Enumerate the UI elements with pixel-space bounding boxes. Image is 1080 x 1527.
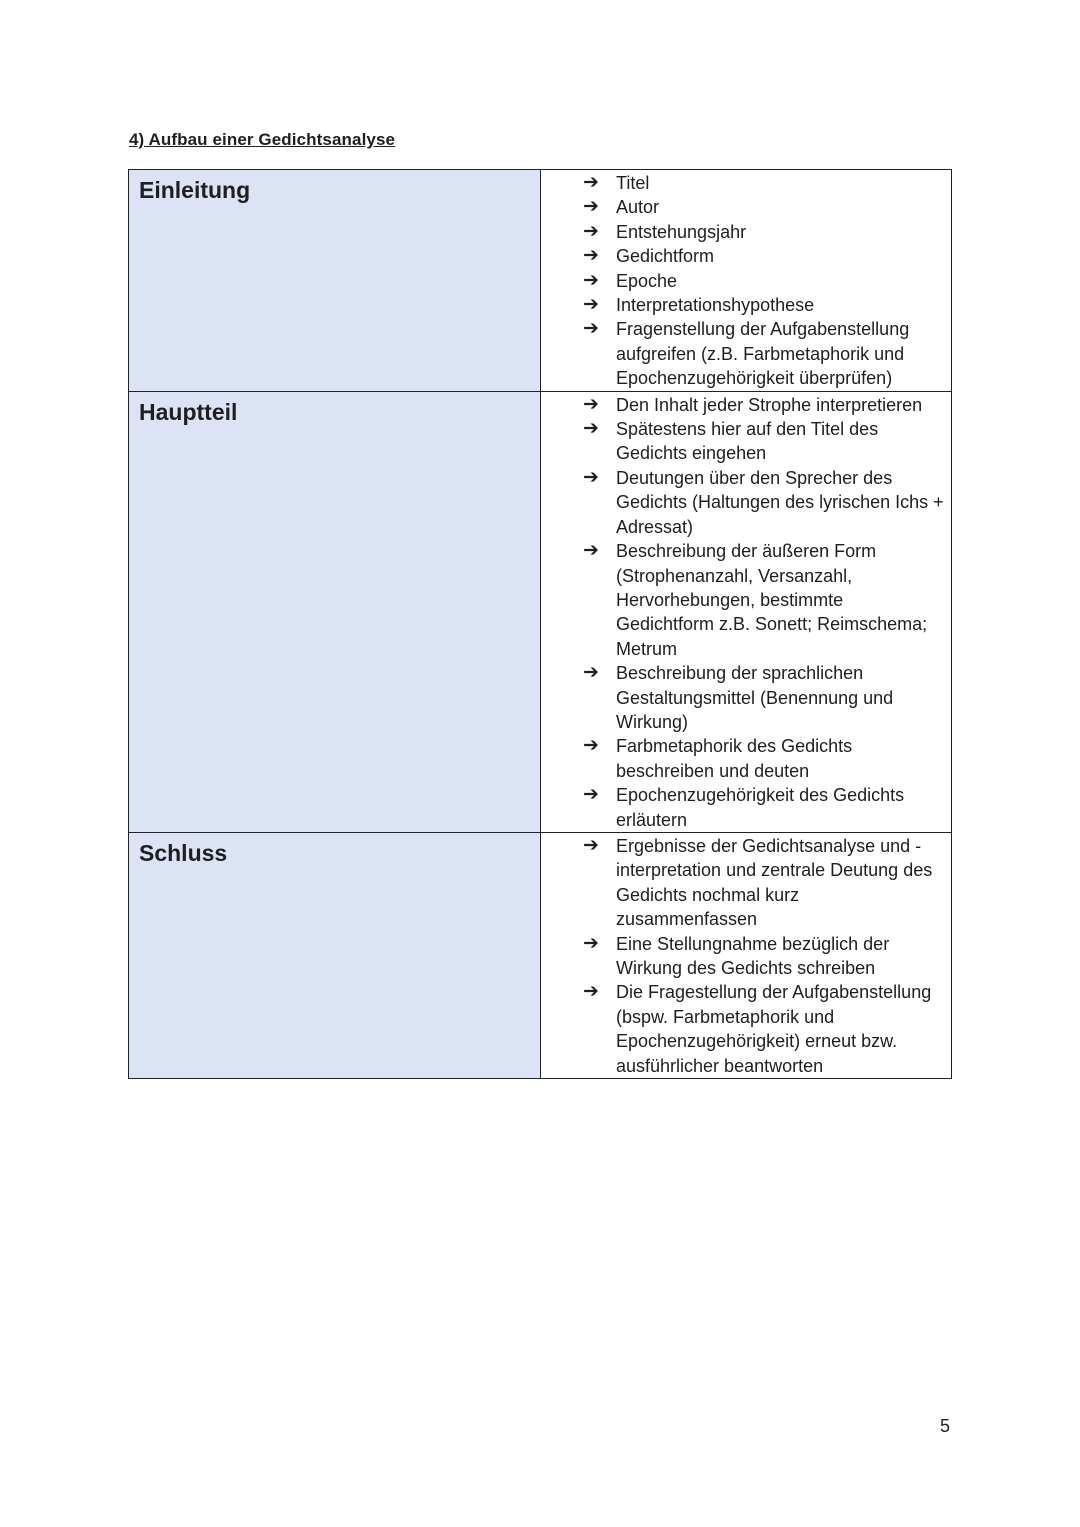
list-item: ➔ Epoche — [583, 269, 945, 293]
points-cell-schluss — [541, 832, 952, 1078]
arrow-right-icon: ➔ — [583, 393, 599, 415]
list-item: ➔ Interpretationshypothese — [583, 293, 945, 317]
arrow-right-icon: ➔ — [583, 318, 599, 340]
list-item: ➔ Autor — [583, 195, 945, 219]
arrow-right-icon: ➔ — [583, 981, 599, 1003]
section-cell-einleitung — [129, 170, 541, 392]
arrow-right-icon: ➔ — [583, 735, 599, 757]
arrow-right-icon: ➔ — [583, 834, 599, 856]
bullet-list — [541, 833, 951, 1078]
list-item: ➔ Epochenzugehörigkeit des Gedichts erläutern — [583, 784, 905, 830]
bullet-list — [541, 392, 951, 832]
arrow-right-icon: ➔ — [583, 269, 599, 291]
points-cell-einleitung — [541, 170, 952, 392]
arrow-right-icon: ➔ — [583, 220, 599, 242]
arrow-right-icon: ➔ — [583, 540, 599, 562]
section-label: Hauptteil — [139, 398, 238, 425]
page-title: 4) Aufbau einer Gedichtsanalyse — [129, 130, 396, 149]
arrow-right-icon: ➔ — [583, 662, 599, 684]
list-item: ➔ Entstehungsjahr — [583, 220, 945, 244]
arrow-right-icon: ➔ — [583, 418, 599, 440]
list-item: ➔ Fragenstellung der Aufgabenstellung aufgreifen (z.B. Farbmetaphorik und Epochenzugehörigkeit überprüfen) — [583, 318, 910, 389]
arrow-right-icon: ➔ — [583, 172, 599, 193]
list-item: ➔ Ergebnisse der Gedichtsanalyse und -interpretation und zentrale Deutung des Gedichts nochmal kurz zusammenfassen — [583, 834, 933, 930]
table-row — [129, 391, 952, 832]
section-cell-hauptteil — [129, 391, 541, 832]
arrow-right-icon: ➔ — [583, 245, 599, 267]
list-item: ➔ Gedichtform — [583, 244, 945, 268]
list-item: ➔ Titel — [583, 171, 945, 195]
list-item: ➔ Den Inhalt jeder Strophe interpretieren — [583, 393, 945, 417]
list-item: ➔ Spätestens hier auf den Titel des Gedichts eingehen — [583, 418, 879, 464]
section-label: Einleitung — [139, 177, 251, 203]
list-item: ➔ Beschreibung der äußeren Form (Strophenanzahl, Versanzahl, Hervorhebungen, bestimmte Gedichtform z.B. Sonett; Reimschema; Metrum — [583, 540, 928, 659]
list-item: ➔ Eine Stellungnahme bezüglich der Wirkung des Gedichts schreiben — [583, 932, 890, 978]
section-cell-schluss — [129, 832, 541, 1078]
arrow-right-icon: ➔ — [583, 932, 599, 954]
list-item: ➔ Deutungen über den Sprecher des Gedichts (Haltungen des lyrischen Ichs + Adressat) — [583, 466, 944, 537]
table-row — [129, 170, 952, 392]
analysis-structure-table — [128, 169, 952, 1079]
list-item: ➔ Die Fragestellung der Aufgabenstellung (bspw. Farbmetaphorik und Epochenzugehörigkeit) erneut bzw. ausführlicher beantworten — [583, 981, 932, 1076]
arrow-right-icon: ➔ — [583, 466, 599, 488]
list-item: ➔ Farbmetaphorik des Gedichts beschreiben und deuten — [583, 735, 853, 781]
page-number: 5 — [940, 1416, 951, 1436]
points-cell-hauptteil — [541, 391, 952, 832]
arrow-right-icon: ➔ — [583, 196, 599, 218]
section-label: Schluss — [139, 839, 228, 866]
arrow-right-icon: ➔ — [583, 294, 599, 316]
bullet-list — [541, 170, 951, 391]
arrow-right-icon: ➔ — [583, 784, 599, 806]
table-row — [129, 832, 952, 1078]
list-item: ➔ Beschreibung der sprachlichen Gestaltungsmittel (Benennung und Wirkung) — [583, 662, 894, 732]
